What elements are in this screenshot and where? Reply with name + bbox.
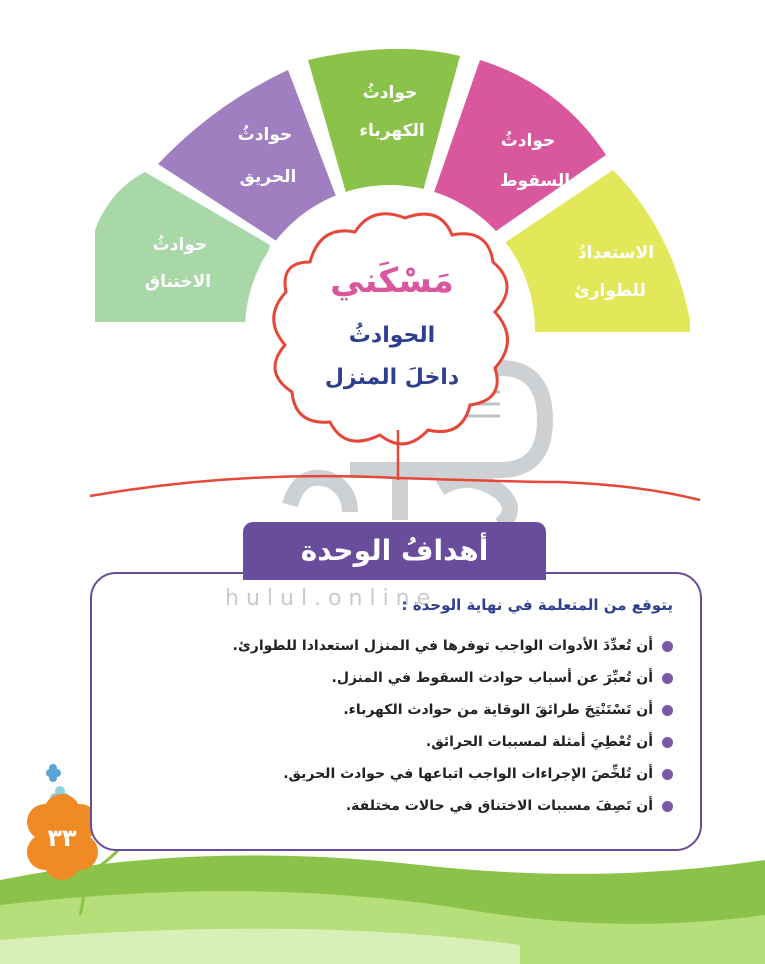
goal-text: أن تَسْتَنْتِجَ طرائقَ الوقاية من حوادث الكهرباء. bbox=[343, 702, 653, 718]
segment-emergency-line2: للطوارئ bbox=[574, 281, 646, 301]
segment-falling-line1: حوادثُ bbox=[500, 131, 556, 151]
goal-item bbox=[103, 662, 673, 694]
segment-electricity-line1: حوادثُ bbox=[362, 83, 418, 103]
goal-text: أن تُعبِّرَ عن أسباب حوادث السقوط في المنزل. bbox=[331, 670, 653, 686]
bullet-icon bbox=[662, 641, 673, 652]
segment-suffocation-line1: حوادثُ bbox=[152, 235, 208, 255]
bullet-icon bbox=[662, 769, 673, 780]
goal-text: أن تُعْطِيَ أمثلة لمسببات الحرائق. bbox=[425, 734, 653, 750]
goal-item bbox=[103, 630, 673, 662]
watermark-text: hulul.online bbox=[225, 586, 438, 611]
goal-item bbox=[103, 790, 673, 822]
goals-title: أهدافُ الوحدة bbox=[300, 534, 489, 567]
goal-item bbox=[103, 726, 673, 758]
goal-text: أن تُعدِّدَ الأدوات الواجب توفرها في المنزل استعدادا للطوارئ. bbox=[232, 638, 653, 654]
segment-electricity-line2: الكهرباء bbox=[359, 121, 425, 141]
bullet-icon bbox=[662, 673, 673, 684]
page-number: ٣٣ bbox=[47, 824, 77, 852]
goal-item bbox=[103, 758, 673, 790]
bullet-icon bbox=[662, 737, 673, 748]
center-subtitle-2: داخلَ المنزل bbox=[324, 365, 460, 390]
bullet-icon bbox=[662, 705, 673, 716]
bullet-icon bbox=[662, 801, 673, 812]
segment-fire-line1: حوادثُ bbox=[237, 125, 293, 145]
blue-flower-icon bbox=[46, 764, 61, 782]
goals-list bbox=[103, 630, 673, 822]
segment-suffocation-line2: الاختناق bbox=[144, 272, 212, 292]
center-subtitle-1: الحوادثُ bbox=[348, 323, 436, 348]
goal-item bbox=[103, 694, 673, 726]
center-title: مَسْكَني bbox=[330, 261, 454, 301]
goals-intro: يتوقع من المتعلمة في نهاية الوحدة : bbox=[401, 596, 673, 614]
segment-emergency-line1: الاستعدادُ bbox=[577, 243, 655, 263]
goal-text: أن تُلخِّصَ الإجراءات الواجب اتباعها في حوادث الحريق. bbox=[283, 766, 653, 782]
goal-text: أن تَصِفَ مسببات الاختناق في حالات مختلفة. bbox=[345, 798, 653, 814]
segment-fire-line2: الحريق bbox=[239, 167, 297, 187]
segment-falling-line2: السقوط bbox=[499, 171, 571, 191]
